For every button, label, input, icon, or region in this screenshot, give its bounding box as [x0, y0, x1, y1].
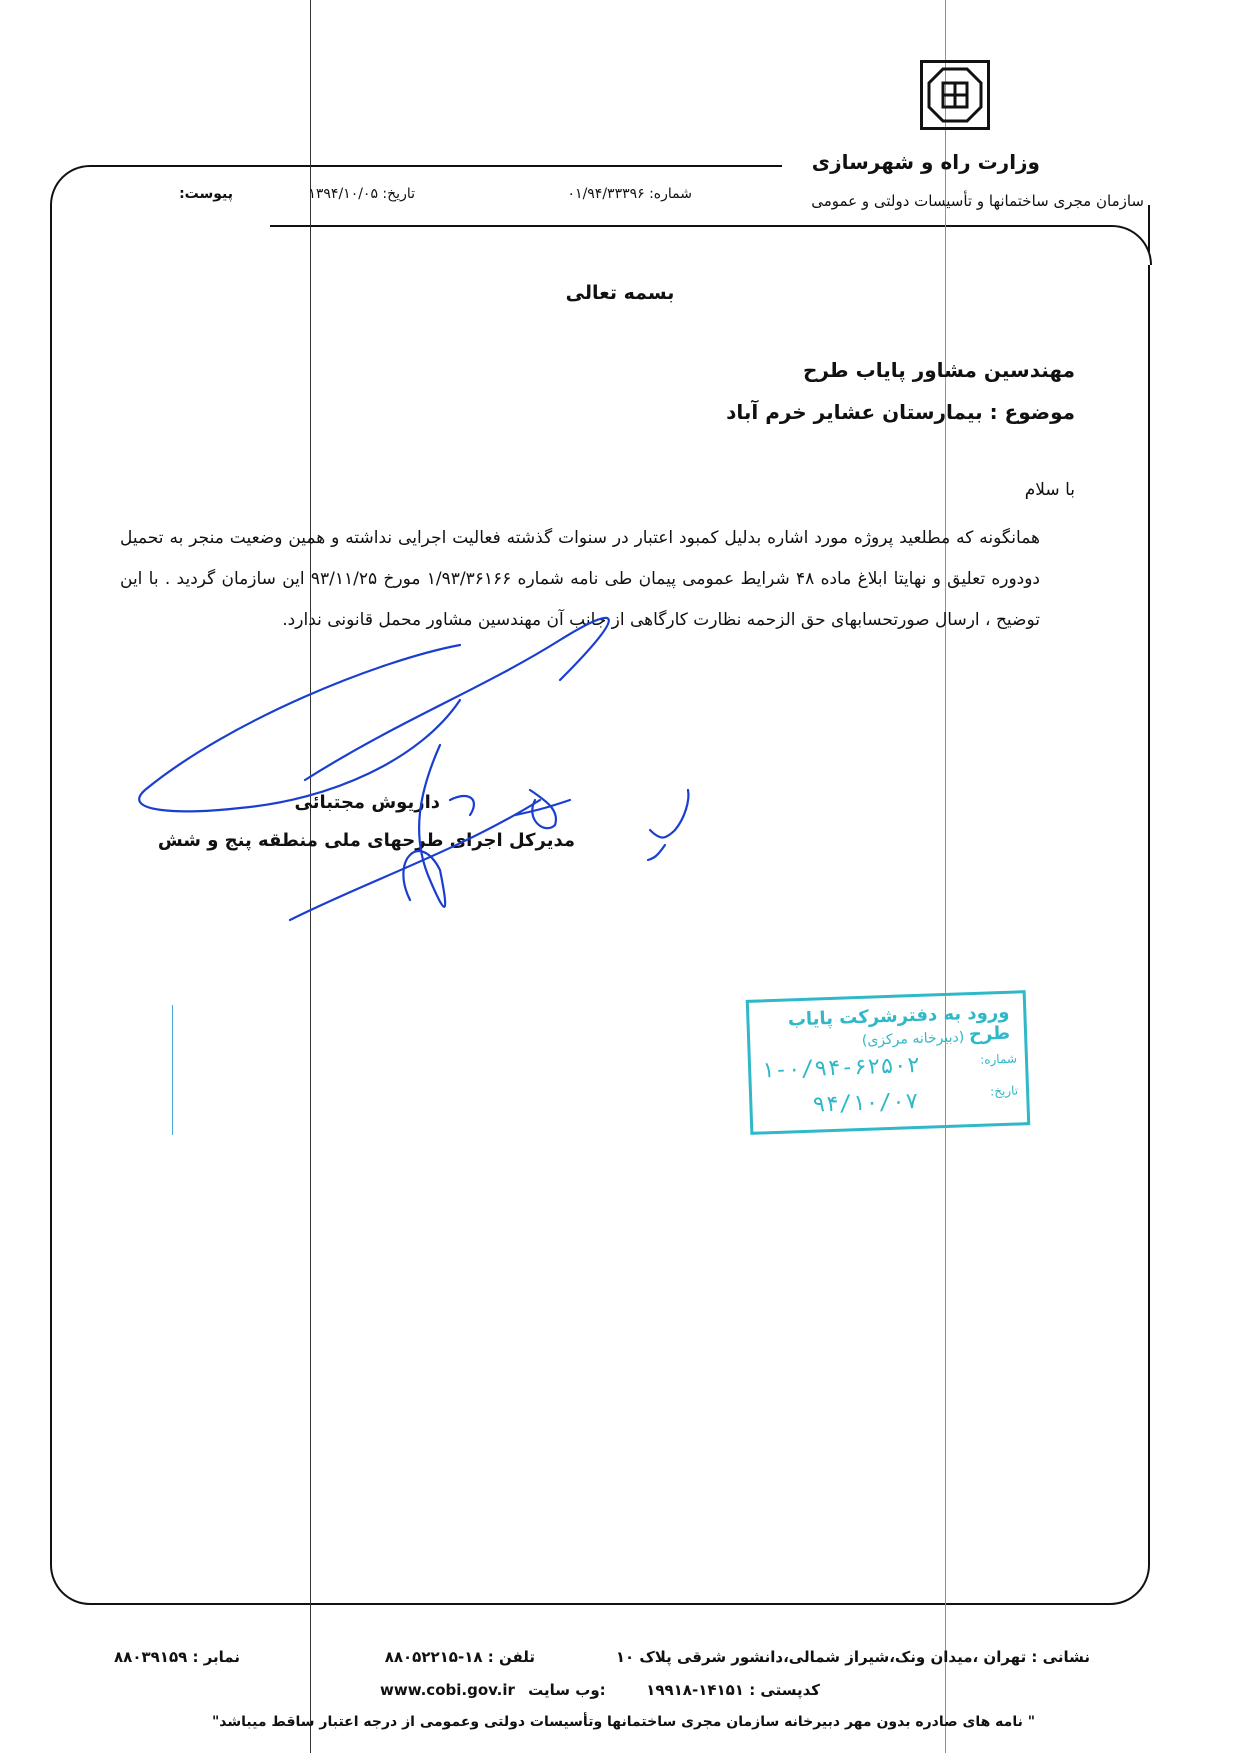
bismillah: بسمه تعالی: [565, 282, 675, 304]
footer-notice: " نامه های صادره بدون مهر دبیرخانه سازمان مجری ساختمانها وتأسیسات دولتی وعمومی از درجه اعتبار ساقط میباشد": [212, 1714, 1035, 1730]
footer-fax: نمابر : ۸۸۰۳۹۱۵۹: [114, 1648, 240, 1666]
greeting: با سلام: [1024, 480, 1075, 500]
scan-line: [945, 0, 946, 1753]
stamp-number-value: ۱-۰/۹۴-۶۲۵۰۲: [760, 1052, 921, 1084]
footer-address: نشانی : تهران ،میدان ونک،شیراز شمالی،دانشور شرقی پلاک ۱۰: [615, 1648, 1090, 1666]
scan-line: [310, 0, 311, 1753]
stamp-subtitle: (دبیرخانه مرکزی): [861, 1029, 965, 1049]
page-frame-top-right: [270, 225, 1152, 265]
subject: موضوع : بیمارستان عشایر خرم آباد: [726, 400, 1075, 424]
footer-website-label: وب سایت:: [528, 1681, 606, 1699]
letter-body: همانگونه که مطلعید پروژه مورد اشاره بدلیل کمبود اعتبار در سنوات گذشته فعالیت اجرایی نداشته و همین وضعیت منجر به تحمیل دودوره تعلیق و نهایتا ابلاغ ماده ۴۸ شرایط عمومی پیمان طی نامه شماره ۱/۹۳/۳۶۱۶۶ مورخ ۹۳/۱۱/۲۵ این سازمان گردید . با این توضیح ، ارسال صورتحسابهای حق الزحمه نظارت کارگاهی از جانب آن مهندسین مشاور محمل قانونی ندارد.: [120, 528, 1041, 630]
recipient: مهندسین مشاور پایاب طرح: [802, 358, 1075, 382]
footer-website: [380, 1681, 606, 1699]
signer-name: داریوش مجتبائی: [294, 792, 440, 813]
ministry-logo: [920, 60, 990, 130]
stamp-date-value: ۹۴/۱۰/۰۷: [812, 1088, 919, 1118]
stamp-date-label: تاریخ:: [989, 1083, 1019, 1099]
registry-stamp: [746, 990, 1031, 1135]
scan-line: [172, 1005, 173, 1135]
stamp-number-label: شماره:: [979, 1051, 1018, 1067]
letter-number-value: ۰۱/۹۴/۳۳۳۹۶: [567, 186, 645, 202]
letter-date-value: ۱۳۹۴/۱۰/۰۵: [308, 186, 378, 202]
attachment-label: پیوست:: [179, 186, 233, 202]
footer-phone: تلفن : ۱۸-۸۸۰۵۲۲۱۵: [384, 1648, 535, 1666]
letter-date: [308, 186, 415, 202]
letter-number: [568, 186, 692, 202]
letter-number-label: شماره:: [649, 186, 692, 202]
footer-postal-code: کدپستی : ۱۴۱۵۱-۱۹۹۱۸: [646, 1681, 820, 1699]
organization-name: سازمان مجری ساختمانها و تأسیسات دولتی و عمومی: [811, 192, 1144, 210]
footer-website-url: www.cobi.gov.ir: [380, 1681, 515, 1699]
letter-date-label: تاریخ:: [382, 186, 415, 202]
signer-title: مدیرکل اجرای طرحهای ملی منطقه پنج و شش: [157, 830, 575, 851]
ministry-name: وزارت راه و شهرسازی: [811, 150, 1040, 174]
stamp-title: ورود به دفترشرکت پایاب طرح: [787, 1001, 1011, 1046]
